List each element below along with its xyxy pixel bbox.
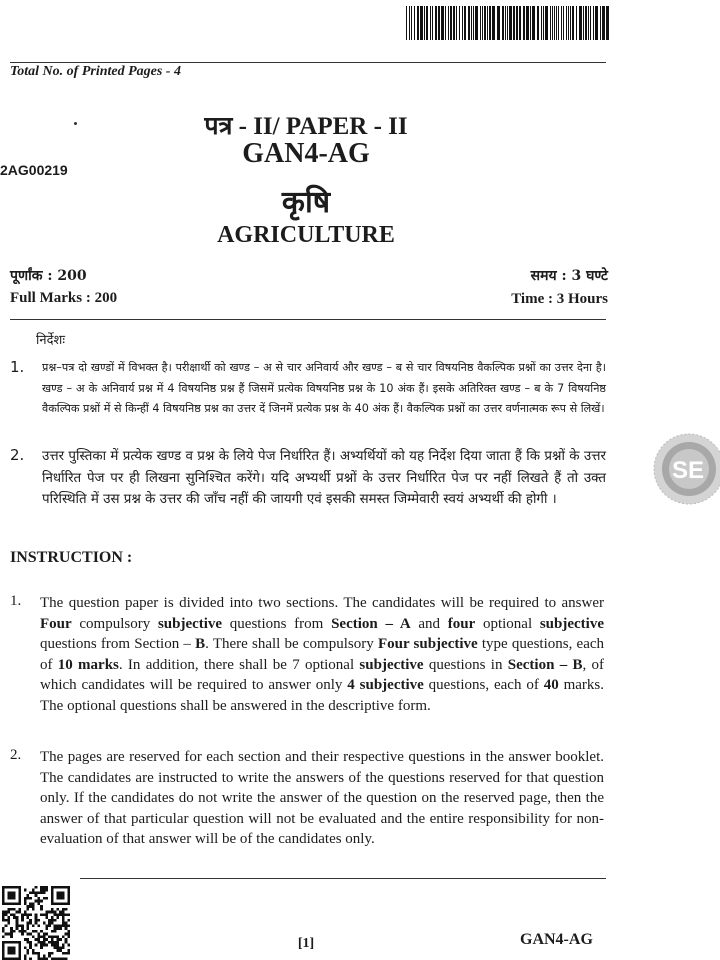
- paper-title: पत्र - II/ PAPER - II: [204, 113, 408, 140]
- bold-text-run: B: [195, 636, 206, 652]
- hindi-instruction-item: [10, 358, 606, 442]
- text-run: questions from Section –: [40, 636, 196, 652]
- svg-text:SE: SE: [672, 457, 705, 484]
- subject-english: AGRICULTURE: [217, 222, 395, 248]
- total-pages-label: Total No. of Printed Pages - 4: [10, 64, 181, 79]
- hindi-instruction-text: प्रश्न–पत्र दो खण्डों में विभक्त है। परीक्षार्थी को खण्ड – अ से चार अनिवार्य और खण्ड – ब से चार विषयनिष्ठ वैकल्पिक प्रश्नों का उत्तर देना है। खण्ड – अ के अनिवार्य प्रश्न में 4 विषयनिष्ठ प्रश्न हैं जिसमें प्रत्येक विषयनिष्ठ प्रश्न के 10 अंक हैं। इसके अतिरिक्त खण्ड – ब के 7 विषयनिष्ठ वैकल्पिक प्रश्नों में से किन्हीं 4 विषयनिष्ठ प्रश्न का उत्तर दें जिनमें प्रत्येक प्रश्न के 40 अंक हैं। वैकल्पिक प्रश्नों का उत्तर वर्णनात्मक रूप से लिखें।: [42, 361, 606, 415]
- text-run: marks. The optional questions shall be answered in the descriptive form.: [40, 677, 604, 714]
- bold-text-run: 10 marks: [57, 656, 119, 673]
- time-english: Time : 3 Hours: [511, 291, 608, 307]
- text-run: and: [410, 615, 448, 632]
- text-run: . There shall be compulsory: [205, 636, 378, 652]
- full-marks-english: Full Marks : 200: [10, 290, 118, 306]
- full-marks-hindi: पूर्णांक : 200: [10, 268, 87, 284]
- english-instructions-heading: INSTRUCTION :: [10, 549, 133, 566]
- hindi-instruction-item: [10, 446, 606, 536]
- top-rule: [10, 62, 606, 63]
- bold-text-run: four: [447, 615, 476, 632]
- text-run: . In addition, there shall be 7 optional: [118, 656, 360, 673]
- time-hindi: समय : 3 घण्टे: [530, 268, 608, 284]
- bold-text-run: Section – A: [331, 615, 411, 632]
- barcode: [406, 6, 610, 40]
- page-number: [1]: [297, 936, 315, 951]
- english-instruction-text: [40, 593, 604, 716]
- text-run: questions, each of: [423, 677, 544, 693]
- seal-stamp: [652, 432, 720, 506]
- text-run: optional: [475, 615, 540, 632]
- text-run: questions in: [423, 656, 508, 673]
- text-run: , of which candidates will be required to answer only: [40, 656, 605, 693]
- bold-text-run: Section – B: [507, 656, 583, 673]
- english-instruction-number: 2.: [10, 747, 22, 763]
- marks-rule: [10, 319, 606, 320]
- hindi-instruction-text: उत्तर पुस्तिका में प्रत्येक खण्ड व प्रश्न के लिये पेज निर्धारित हैं। अभ्यर्थियों को यह निर्देश दिया जाता हैं कि प्रश्नों के उत्तर निर्धारित पेज पर ही लिखना सुनिश्चित करेंगे। यदि अभ्यर्थी प्रश्नों के उत्तर निर्धारित पेज पर नहीं लिखते हैं तो उक्त परिस्थिति में उस प्रश्न के उत्तर की जाँच नहीं की जायगी एवं इसकी समस्त जिम्मेवारी स्वयं अभ्यर्थी की होगी ।: [42, 449, 606, 507]
- hindi-instructions-heading: निर्देशः: [36, 333, 65, 348]
- english-instruction-item: [10, 593, 604, 743]
- bold-text-run: subjective: [539, 615, 604, 632]
- english-instruction-number: 1.: [10, 593, 22, 609]
- text-run: questions from: [222, 615, 332, 632]
- bold-text-run: Four subjective: [377, 636, 478, 652]
- footer-paper-code: GAN4-AG: [520, 931, 593, 948]
- subject-hindi: कृषि: [281, 185, 331, 220]
- bold-text-run: 4 subjective: [347, 677, 424, 693]
- text-run: compulsory: [71, 615, 158, 632]
- bold-text-run: 40: [543, 677, 559, 693]
- paper-code: GAN4-AG: [242, 138, 370, 169]
- bold-text-run: Four: [40, 615, 72, 632]
- footer-rule: [80, 878, 606, 879]
- text-run: The pages are reserved for each section and their respective questions in the answer booklet. The candidates are instructed to write the answers of the questions reserved for that question only. If the candidates do not write the answer of the question on the reserved page, then the answer of that particular question will not be evaluated and the entire responsibility for non-evaluation of that answer will be of the candidates only.: [40, 749, 604, 847]
- english-instruction-item: [10, 747, 604, 857]
- hindi-instruction-number: 1.: [10, 358, 25, 376]
- text-run: type questions, each of: [40, 636, 605, 673]
- bold-text-run: subjective: [157, 615, 223, 632]
- roll-code: 2AG00219: [0, 162, 68, 178]
- english-instruction-text: [40, 747, 604, 850]
- bold-text-run: subjective: [359, 656, 424, 673]
- hindi-instruction-number: 2.: [10, 446, 25, 464]
- text-run: The question paper is divided into two sections. The candidates will be required to answer: [40, 595, 604, 611]
